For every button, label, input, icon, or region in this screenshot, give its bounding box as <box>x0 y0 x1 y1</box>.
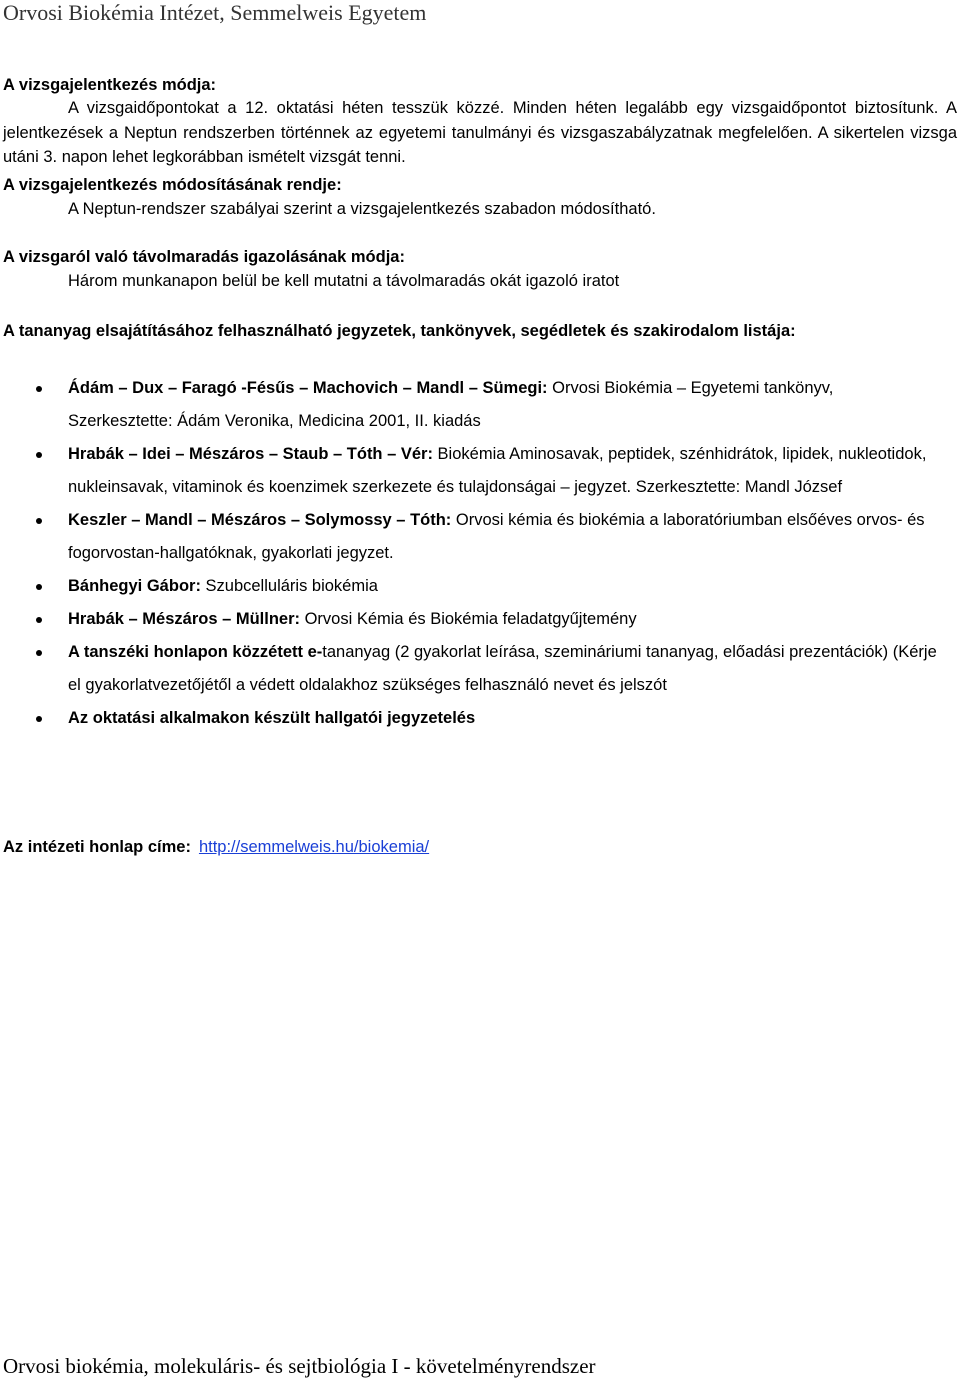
exam-registration-heading: A vizsgajelentkezés módja: <box>3 76 217 94</box>
exam-registration-text: A vizsgaidőpontokat a 12. oktatási héten tesszük közzé. Minden héten legalább egy vizsgaidőpontot biztosítunk. A jelentkezések a Neptun rendszerben történnek az egyetemi tanulmányi és vizsgaszabályzatnak megfelelően. A sikertelen vizsga utáni 3. napon lehet legkorábban ismételt vizsgát tenni. <box>3 99 957 166</box>
literature-item <box>0 570 940 603</box>
literature-text: Orvosi Kémia és Biokémia feladatgyűjtemény <box>300 610 637 628</box>
literature-item <box>0 438 940 504</box>
literature-item <box>0 636 940 702</box>
bullet-icon <box>36 716 42 722</box>
literature-heading: A tananyag elsajátításához felhasználható jegyzetek, tankönyvek, segédletek és szakirodalom listája: <box>3 322 796 340</box>
absence-text: Három munkanapon belül be kell mutatni a távolmaradás okát igazoló iratot <box>68 272 620 290</box>
bullet-icon <box>36 617 42 623</box>
modification-text: A Neptun-rendszer szabályai szerint a vizsgajelentkezés szabadon módosítható. <box>68 200 656 218</box>
literature-item <box>0 504 940 570</box>
modification-heading: A vizsgajelentkezés módosításának rendje: <box>3 176 342 194</box>
bullet-icon <box>36 650 42 656</box>
literature-item <box>0 372 940 438</box>
homepage-row <box>3 836 429 858</box>
literature-text: Orvosi kémia és biokémia a laboratóriumban elsőéves orvos- és fogorvostan-hallgatóknak, gyakorlati jegyzet. <box>68 511 925 562</box>
literature-item <box>0 603 940 636</box>
literature-list <box>0 372 940 735</box>
literature-text: Szubcelluláris biokémia <box>200 577 378 595</box>
literature-text: tananyag (2 gyakorlat leírása, szemináriumi tananyag, előadási prezentációk) (Kérje el gyakorlatvezetőjétől a védett oldalakhoz szükséges felhasználó nevet és jelszót <box>68 643 937 694</box>
literature-authors: A tanszéki honlapon közzétett e- <box>68 643 323 661</box>
literature-authors: Az oktatási alkalmakon készült hallgatói jegyzetelés <box>68 709 476 727</box>
literature-authors: Keszler – Mandl – Mészáros – Solymossy – Tóth: <box>68 511 452 529</box>
page-header: Orvosi Biokémia Intézet, Semmelweis Egyetem <box>3 0 427 25</box>
bullet-icon <box>36 386 42 392</box>
absence-heading: A vizsgaról való távolmaradás igazolásának módja: <box>3 248 405 266</box>
page-footer: Orvosi biokémia, molekuláris- és sejtbiológia I - követelményrendszer <box>3 1354 596 1378</box>
bullet-icon <box>36 584 42 590</box>
literature-text: Orvosi Biokémia – Egyetemi tankönyv, Szerkesztette: Ádám Veronika, Medicina 2001, II. kiadás <box>68 379 834 430</box>
literature-authors: Bánhegyi Gábor: <box>68 577 201 595</box>
literature-authors: Hrabák – Idei – Mészáros – Staub – Tóth – Vér: <box>68 445 433 463</box>
literature-authors: Ádám – Dux – Faragó -Fésűs – Machovich – Mandl – Sümegi: <box>68 379 548 397</box>
homepage-label: Az intézeti honlap címe: <box>3 838 191 856</box>
literature-text: Biokémia Aminosavak, peptidek, szénhidrátok, lipidek, nukleotidok, nukleinsavak, vitaminok és koenzimek szerkezete és tulajdonságai – jegyzet. Szerkesztette: Mandl József <box>68 445 927 496</box>
homepage-link[interactable]: http://semmelweis.hu/biokemia/ <box>198 838 430 856</box>
literature-authors: Hrabák – Mészáros – Müllner: <box>68 610 300 628</box>
literature-item <box>0 702 940 735</box>
bullet-icon <box>36 452 42 458</box>
bullet-icon <box>36 518 42 524</box>
